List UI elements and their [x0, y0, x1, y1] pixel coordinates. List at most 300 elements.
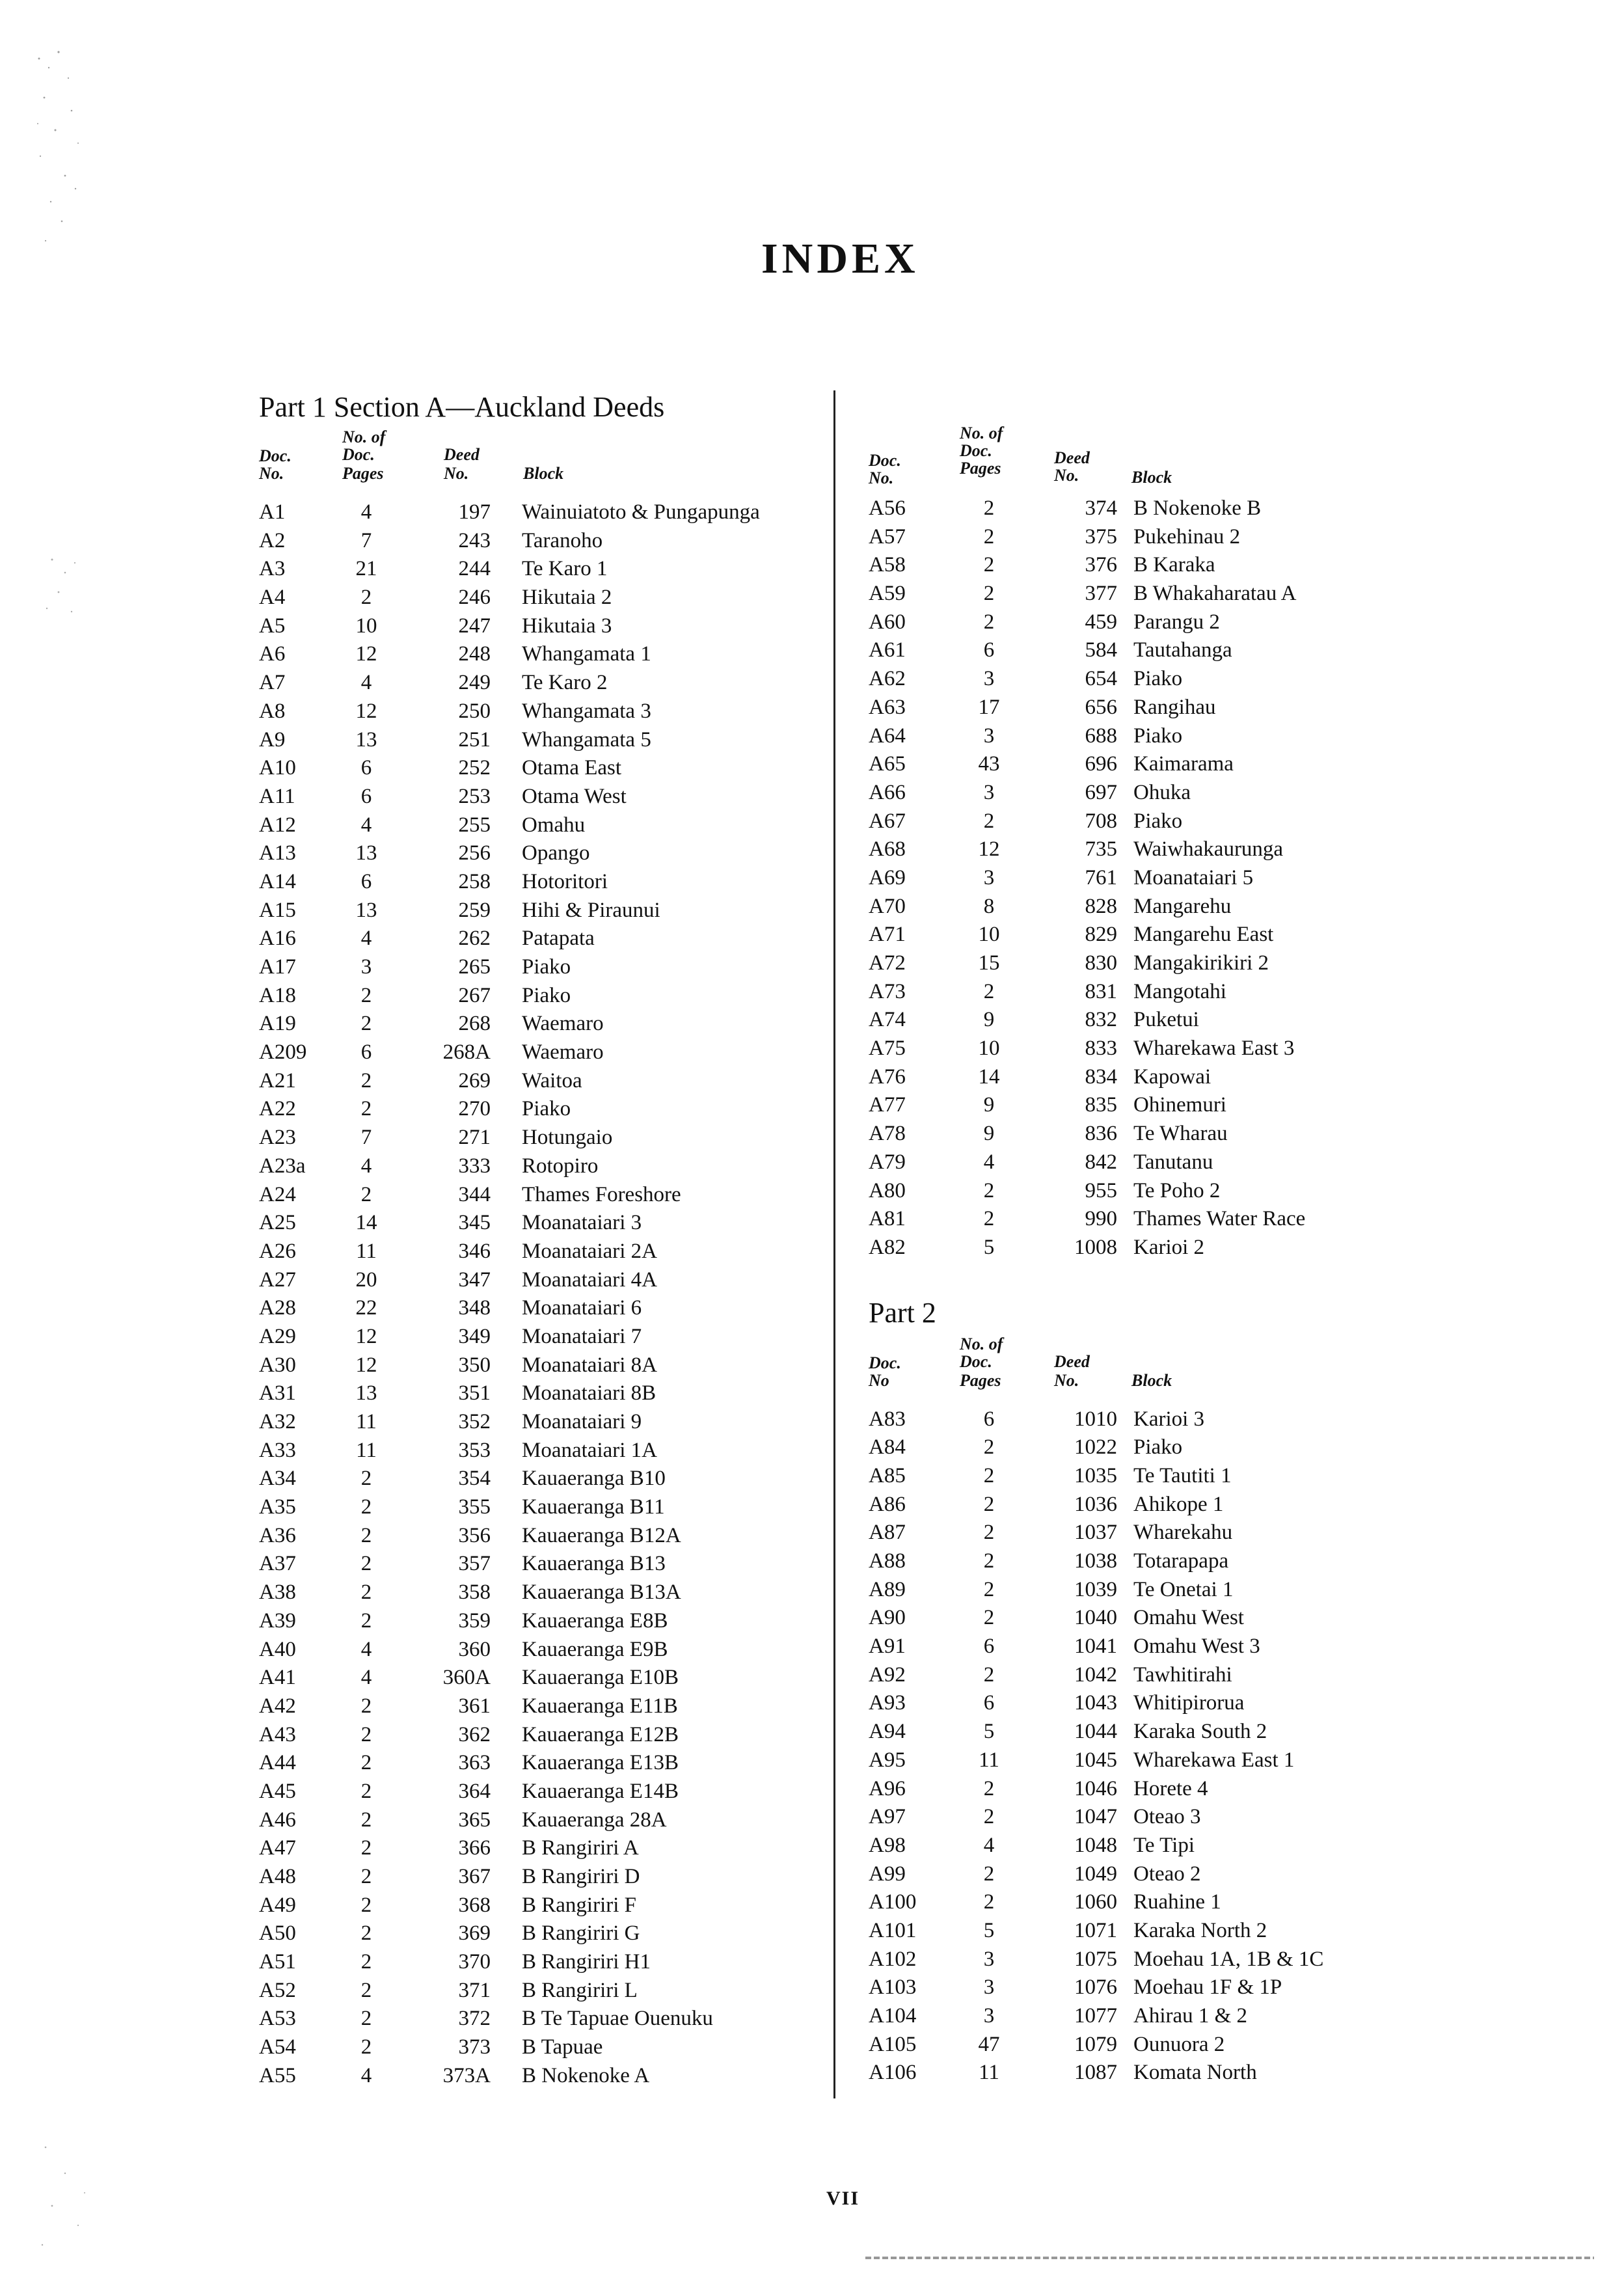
block-name: Mangarehu [1133, 894, 1232, 918]
deed-no: 459 [1085, 610, 1117, 634]
block-name: B Nokenoke A [522, 2063, 650, 2087]
table-row [259, 498, 832, 527]
header-pages-line2: Doc. [960, 441, 992, 460]
block-name: Omahu [522, 813, 586, 837]
deed-no: 373 [458, 2035, 491, 2059]
doc-pages: 3 [983, 1947, 995, 1971]
part1-rows-left [259, 498, 832, 2091]
table-row [259, 1067, 832, 1096]
block-name: Oteao 2 [1133, 1862, 1201, 1886]
deed-no: 359 [458, 1608, 491, 1633]
doc-pages: 3 [360, 955, 372, 979]
doc-pages: 2 [360, 1722, 372, 1746]
doc-no: A72 [869, 951, 906, 975]
table-row [259, 1550, 832, 1579]
part1-left-column [259, 388, 832, 2091]
doc-pages: 9 [983, 1008, 995, 1032]
doc-pages: 5 [983, 1918, 995, 1942]
deed-no: 363 [458, 1751, 491, 1775]
deed-no: 377 [1085, 582, 1117, 606]
deed-no: 1039 [1074, 1577, 1117, 1601]
table-row [259, 1834, 832, 1863]
doc-no: A6 [259, 642, 286, 666]
doc-pages: 2 [360, 1523, 372, 1547]
table-row [259, 811, 832, 840]
deed-no: 352 [458, 1410, 491, 1433]
block-name: Waitoa [522, 1068, 582, 1092]
block-name: Waiwhakaurunga [1133, 837, 1284, 862]
block-name: Kauaeranga B10 [522, 1467, 666, 1491]
deed-no: 1038 [1074, 1549, 1117, 1573]
deed-no: 374 [1085, 496, 1117, 520]
deed-no: 735 [1085, 837, 1117, 862]
block-name: Whangamata 1 [522, 642, 651, 666]
block-name: Hihi & Piraunui [522, 898, 660, 922]
block-name: Te Poho 2 [1133, 1178, 1221, 1202]
block-name: Kauaeranga B11 [522, 1495, 665, 1519]
doc-pages: 2 [360, 1012, 372, 1036]
doc-pages: 3 [983, 865, 995, 889]
doc-no: A15 [259, 898, 296, 922]
deed-no: 346 [458, 1239, 491, 1263]
table-row [259, 612, 832, 641]
deed-no: 708 [1085, 809, 1117, 833]
doc-no: A7 [259, 671, 286, 695]
doc-pages: 13 [355, 1381, 377, 1405]
deed-no: 255 [458, 813, 491, 837]
doc-no: A69 [869, 865, 906, 889]
doc-no: A32 [259, 1410, 296, 1433]
table-row [869, 978, 1428, 1007]
doc-no: A74 [869, 1008, 906, 1032]
doc-no: A80 [869, 1178, 906, 1202]
doc-pages: 6 [983, 1407, 995, 1431]
doc-pages: 3 [983, 1975, 995, 2000]
deed-no: 354 [458, 1467, 491, 1491]
doc-no: A38 [259, 1581, 296, 1605]
doc-pages: 2 [360, 1552, 372, 1576]
page-title: INDEX [761, 235, 919, 282]
block-name: B Nokenoke B [1133, 496, 1262, 520]
doc-pages: 2 [360, 2035, 372, 2059]
doc-no: A83 [869, 1407, 906, 1431]
doc-no: A100 [869, 1890, 917, 1914]
doc-no: A24 [259, 1182, 296, 1206]
deed-no: 376 [1085, 553, 1117, 577]
doc-pages: 13 [355, 841, 377, 865]
deed-no: 832 [1085, 1008, 1117, 1032]
header-pages-line3: Pages [960, 459, 1001, 478]
deed-no: 344 [458, 1182, 491, 1206]
doc-no: A26 [259, 1239, 296, 1263]
doc-pages: 11 [356, 1410, 377, 1433]
block-name: Karaka South 2 [1133, 1720, 1267, 1744]
header-deed-line2: No. [444, 464, 469, 483]
doc-pages: 2 [360, 1581, 372, 1605]
doc-pages: 2 [983, 1663, 995, 1687]
doc-pages: 2 [360, 1751, 372, 1775]
block-name: B Te Tapuae Ouenuku [522, 2007, 713, 2031]
doc-no: A49 [259, 1893, 296, 1917]
doc-pages: 11 [356, 1239, 377, 1263]
deed-no: 1035 [1074, 1463, 1117, 1487]
doc-no: A16 [259, 927, 296, 951]
deed-no: 688 [1085, 724, 1117, 748]
deed-no: 697 [1085, 780, 1117, 804]
deed-no: 1046 [1074, 1776, 1117, 1800]
doc-no: A18 [259, 983, 296, 1007]
block-name: Kauaeranga B13A [522, 1581, 681, 1605]
table-row [869, 1718, 1428, 1746]
block-name: Moehau 1F & 1P [1133, 1975, 1282, 2000]
doc-no: A85 [869, 1463, 906, 1487]
table-row [869, 1661, 1428, 1690]
deed-no: 761 [1085, 865, 1117, 889]
doc-no: A52 [259, 1978, 296, 2002]
doc-pages: 2 [983, 809, 995, 833]
doc-pages: 2 [983, 1549, 995, 1573]
block-name: Kauaeranga E9B [522, 1637, 668, 1661]
deed-no: 360A [442, 1666, 491, 1690]
header-deed-line2: No. [1054, 1370, 1079, 1390]
deed-no: 955 [1085, 1178, 1117, 1202]
table-header [869, 423, 1428, 495]
block-name: Hotoritori [522, 869, 608, 893]
doc-no: A57 [869, 524, 906, 549]
table-row [869, 1604, 1428, 1633]
header-pages-line3: Pages [960, 1370, 1001, 1390]
block-name: B Rangiriri H1 [522, 1950, 651, 1974]
table-header [869, 1334, 1428, 1405]
doc-pages: 6 [360, 784, 372, 808]
table-row [259, 1010, 832, 1038]
doc-pages: 7 [360, 528, 372, 552]
doc-pages: 3 [983, 2004, 995, 2028]
doc-pages: 2 [360, 1921, 372, 1946]
part2-heading: Part 2 [869, 1296, 936, 1329]
table-row [259, 669, 832, 698]
table-row [259, 2062, 832, 2091]
doc-no: A22 [259, 1097, 296, 1121]
deed-no: 1076 [1074, 1975, 1117, 2000]
deed-no: 1043 [1074, 1691, 1117, 1715]
block-name: Te Tautiti 1 [1133, 1463, 1232, 1487]
table-row [869, 1234, 1428, 1262]
block-name: Moanataiari 5 [1133, 865, 1254, 889]
doc-pages: 6 [983, 1691, 995, 1715]
header-doc-line1: Doc. [869, 1353, 901, 1372]
block-name: Kauaeranga E11B [522, 1694, 678, 1718]
block-name: Moanataiari 7 [522, 1324, 642, 1348]
block-name: Whitipirorua [1133, 1691, 1245, 1715]
doc-no: A209 [259, 1040, 307, 1065]
deed-no: 252 [458, 756, 491, 780]
block-name: Piako [522, 1097, 571, 1121]
table-row [259, 1778, 832, 1806]
deed-no: 360 [458, 1637, 491, 1661]
block-name: Mangakirikiri 2 [1133, 951, 1269, 975]
doc-pages: 2 [360, 1808, 372, 1832]
doc-pages: 47 [978, 2032, 1000, 2056]
block-name: Komata North [1133, 2061, 1257, 2085]
doc-pages: 10 [978, 923, 1000, 947]
table-row [869, 1888, 1428, 1917]
block-name: Kaimarama [1133, 752, 1234, 776]
doc-pages: 2 [360, 1893, 372, 1917]
block-name: Kauaeranga 28A [522, 1808, 667, 1832]
doc-no: A12 [259, 813, 296, 837]
deed-no: 696 [1085, 752, 1117, 776]
block-name: Thames Foreshore [522, 1182, 681, 1206]
deed-no: 1060 [1074, 1890, 1117, 1914]
table-row [259, 982, 832, 1011]
block-name: Te Karo 2 [522, 671, 608, 695]
doc-no: A65 [869, 752, 906, 776]
block-name: Otama East [522, 756, 622, 780]
doc-pages: 6 [983, 638, 995, 662]
block-name: Ohinemuri [1133, 1093, 1226, 1117]
deed-no: 829 [1085, 923, 1117, 947]
header-pages-line2: Doc. [960, 1351, 992, 1371]
deed-no: 333 [458, 1154, 491, 1178]
doc-pages: 9 [983, 1122, 995, 1146]
block-name: Omahu West [1133, 1606, 1244, 1630]
doc-pages: 4 [360, 927, 372, 951]
deed-no: 842 [1085, 1150, 1117, 1174]
header-pages-line2: Doc. [342, 445, 375, 464]
doc-pages: 2 [360, 1865, 372, 1888]
header-doc-line2: No. [869, 468, 894, 487]
doc-no: A23 [259, 1126, 296, 1150]
block-name: Piako [522, 983, 571, 1007]
block-name: Puketui [1133, 1008, 1199, 1032]
table-row [869, 608, 1428, 637]
doc-pages: 4 [983, 1833, 995, 1857]
doc-pages: 5 [983, 1235, 995, 1259]
deed-no: 247 [458, 614, 491, 638]
doc-pages: 11 [356, 1438, 377, 1462]
doc-pages: 9 [983, 1093, 995, 1117]
table-row [869, 2059, 1428, 2087]
block-name: Te Wharau [1133, 1122, 1228, 1146]
table-row [259, 868, 832, 897]
doc-no: A46 [259, 1808, 296, 1832]
doc-no: A95 [869, 1748, 906, 1772]
deed-no: 834 [1085, 1065, 1117, 1089]
header-deed-line1: Deed [1054, 1351, 1090, 1371]
deed-no: 267 [458, 983, 491, 1007]
table-row [869, 580, 1428, 608]
deed-no: 246 [458, 586, 491, 610]
doc-no: A43 [259, 1722, 296, 1746]
doc-no: A51 [259, 1950, 296, 1974]
table-row [869, 1775, 1428, 1804]
deed-no: 258 [458, 869, 491, 893]
header-doc-line2: No. [259, 464, 284, 483]
block-name: B Rangiriri A [522, 1836, 639, 1860]
doc-no: A17 [259, 955, 296, 979]
doc-pages: 21 [355, 557, 377, 581]
doc-no: A21 [259, 1068, 296, 1092]
deed-no: 1047 [1074, 1805, 1117, 1829]
deed-no: 1041 [1074, 1635, 1117, 1659]
header-block: Block [1131, 1370, 1172, 1390]
deed-no: 828 [1085, 894, 1117, 918]
block-name: Moanataiari 9 [522, 1410, 642, 1433]
part1-heading: Part 1 Section A—Auckland Deeds [259, 391, 665, 423]
doc-no: A29 [259, 1324, 296, 1348]
deed-no: 1079 [1074, 2032, 1117, 2056]
block-name: Hikutaia 3 [522, 614, 612, 638]
doc-no: A19 [259, 1012, 296, 1036]
table-row [259, 1095, 832, 1124]
doc-pages: 2 [983, 1492, 995, 1516]
deed-no: 361 [458, 1694, 491, 1718]
doc-no: A59 [869, 582, 906, 606]
block-name: B Rangiriri G [522, 1921, 640, 1946]
doc-no: A99 [869, 1862, 906, 1886]
table-row [259, 1408, 832, 1437]
block-name: Totarapapa [1133, 1549, 1229, 1573]
doc-no: A54 [259, 2035, 296, 2059]
doc-no: A11 [259, 784, 295, 808]
deed-no: 1087 [1074, 2061, 1117, 2085]
table-row [259, 1948, 832, 1977]
doc-no: A82 [869, 1235, 906, 1259]
table-row [259, 1863, 832, 1892]
block-name: Horete 4 [1133, 1776, 1208, 1800]
doc-pages: 2 [983, 1521, 995, 1545]
block-name: Rotopiro [522, 1154, 599, 1178]
doc-pages: 11 [979, 1748, 999, 1772]
block-name: Moanataiari 4A [522, 1268, 658, 1292]
table-row [259, 1152, 832, 1181]
doc-pages: 6 [983, 1635, 995, 1659]
block-name: Kauaeranga E10B [522, 1666, 679, 1690]
doc-no: A92 [869, 1663, 906, 1687]
table-row [869, 495, 1428, 523]
doc-pages: 2 [983, 610, 995, 634]
doc-pages: 6 [360, 869, 372, 893]
block-name: B Rangiriri D [522, 1865, 640, 1888]
table-row [259, 726, 832, 755]
doc-no: A36 [259, 1523, 296, 1547]
table-row [259, 1920, 832, 1948]
block-name: Piako [1133, 1435, 1183, 1459]
block-name: Karaka North 2 [1133, 1918, 1267, 1942]
table-row [259, 1379, 832, 1408]
right-column [869, 423, 1428, 2087]
doc-no: A35 [259, 1495, 296, 1519]
doc-pages: 4 [360, 813, 372, 837]
deed-no: 1036 [1074, 1492, 1117, 1516]
doc-no: A56 [869, 496, 906, 520]
doc-no: A45 [259, 1779, 296, 1803]
deed-no: 1040 [1074, 1606, 1117, 1630]
doc-no: A44 [259, 1751, 296, 1775]
table-row [869, 921, 1428, 949]
block-name: Oteao 3 [1133, 1805, 1201, 1829]
table-row [869, 1803, 1428, 1832]
doc-no: A96 [869, 1776, 906, 1800]
scan-edge-line [865, 2257, 1594, 2259]
table-row [259, 1266, 832, 1295]
doc-no: A4 [259, 586, 286, 610]
doc-no: A75 [869, 1037, 906, 1061]
doc-pages: 12 [355, 1324, 377, 1348]
doc-pages: 4 [360, 1666, 372, 1690]
table-row [259, 640, 832, 669]
table-row [259, 1294, 832, 1323]
table-row [259, 1351, 832, 1380]
table-row [869, 1917, 1428, 1946]
doc-pages: 2 [983, 1435, 995, 1459]
doc-pages: 11 [979, 2061, 999, 2085]
block-name: Piako [522, 955, 571, 979]
doc-pages: 5 [983, 1720, 995, 1744]
doc-no: A31 [259, 1381, 296, 1405]
table-row [869, 1120, 1428, 1148]
block-name: Kapowai [1133, 1065, 1211, 1089]
doc-no: A33 [259, 1438, 296, 1462]
doc-pages: 3 [983, 724, 995, 748]
doc-no: A81 [869, 1207, 906, 1231]
doc-no: A30 [259, 1353, 296, 1377]
doc-pages: 2 [360, 1495, 372, 1519]
doc-no: A61 [869, 638, 906, 662]
doc-no: A98 [869, 1833, 906, 1857]
header-pages-line1: No. of [960, 424, 1003, 442]
doc-no: A2 [259, 528, 286, 552]
doc-no: A67 [869, 809, 906, 833]
table-row [869, 1576, 1428, 1605]
deed-no: 1071 [1074, 1918, 1117, 1942]
doc-no: A25 [259, 1211, 296, 1235]
deed-no: 268 [458, 1012, 491, 1036]
doc-pages: 22 [355, 1296, 377, 1320]
block-name: Wharekawa East 3 [1133, 1037, 1295, 1061]
doc-no: A60 [869, 610, 906, 634]
doc-pages: 14 [355, 1211, 377, 1235]
table-row [869, 750, 1428, 779]
doc-pages: 4 [360, 1154, 372, 1178]
doc-no: A41 [259, 1666, 296, 1690]
doc-no: A37 [259, 1552, 296, 1576]
header-deed-line2: No. [1054, 466, 1079, 485]
deed-no: 654 [1085, 667, 1117, 691]
doc-pages: 8 [983, 894, 995, 918]
deed-no: 366 [458, 1836, 491, 1860]
table-row [259, 1437, 832, 1465]
block-name: Piako [1133, 724, 1183, 748]
table-row [259, 1977, 832, 2005]
table-row [259, 1465, 832, 1493]
table-row [869, 1405, 1428, 1434]
doc-no: A88 [869, 1549, 906, 1573]
doc-pages: 2 [360, 1694, 372, 1718]
block-name: Wharekawa East 1 [1133, 1748, 1295, 1772]
deed-no: 368 [458, 1893, 491, 1917]
doc-pages: 2 [360, 1978, 372, 2002]
block-name: B Tapuae [522, 2035, 603, 2059]
table-row [259, 1607, 832, 1636]
doc-pages: 43 [978, 752, 1000, 776]
doc-no: A13 [259, 841, 296, 865]
table-row [869, 1547, 1428, 1576]
deed-no: 1045 [1074, 1748, 1117, 1772]
header-doc-line1: Doc. [259, 446, 291, 465]
block-name: Moanataiari 6 [522, 1296, 642, 1320]
